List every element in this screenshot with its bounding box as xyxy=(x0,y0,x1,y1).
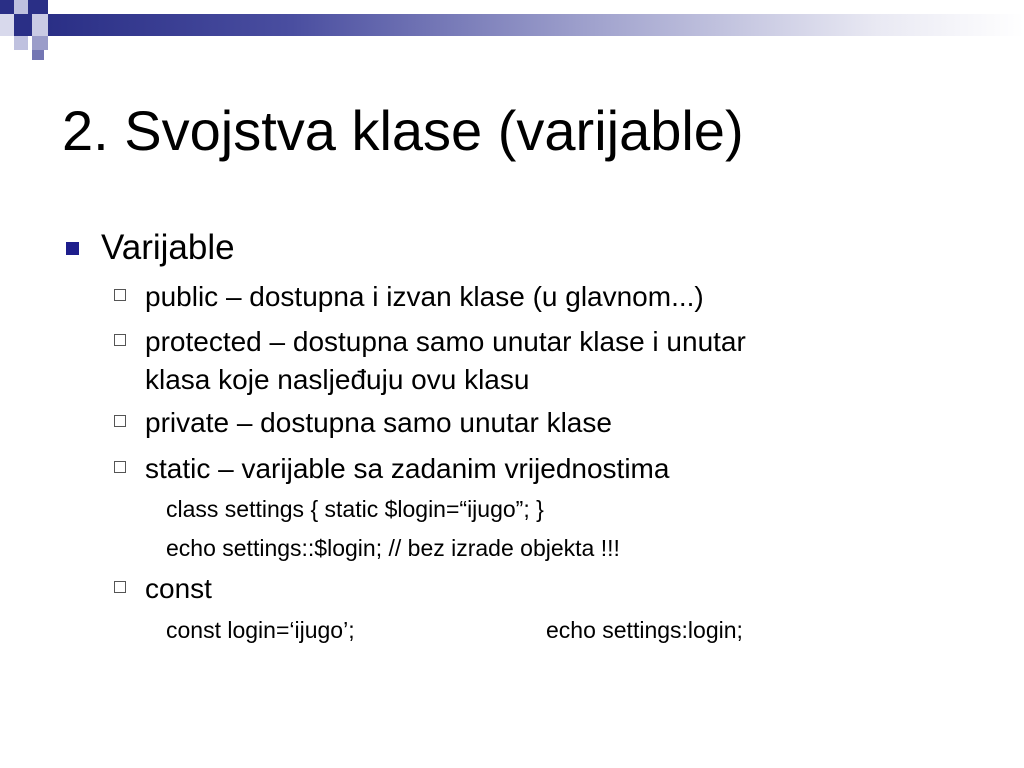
decor-square xyxy=(14,14,32,36)
sub-item-label: static – varijable sa zadanim vrijednostima xyxy=(145,453,670,484)
sub-item-label: protected – dostupna samo unutar klase i unutar xyxy=(145,326,746,357)
hollow-square-bullet-icon xyxy=(114,581,126,593)
decor-square xyxy=(28,0,48,14)
hollow-square-bullet-icon xyxy=(114,415,126,427)
sub-item-label-continued: klasa koje nasljeđuju ovu klasu xyxy=(145,364,530,395)
bullet-label: Varijable xyxy=(101,228,235,267)
decor-square xyxy=(32,50,44,60)
header-decoration xyxy=(0,0,1024,70)
sub-item-label: private – dostupna samo unutar klase xyxy=(145,407,612,438)
decor-square xyxy=(14,36,28,50)
decor-square xyxy=(0,0,14,14)
code-line: echo settings:login; xyxy=(546,617,743,643)
bullet-varijable xyxy=(66,226,235,270)
decor-square xyxy=(32,14,48,36)
code-line: echo settings::$login; // bez izrade objekta !!! xyxy=(166,535,620,561)
square-bullet-icon xyxy=(66,242,79,255)
hollow-square-bullet-icon xyxy=(114,334,126,346)
hollow-square-bullet-icon xyxy=(114,461,126,473)
hollow-square-bullet-icon xyxy=(114,289,126,301)
sub-item-label: public – dostupna i izvan klase (u glavnom...) xyxy=(145,281,704,312)
decor-square xyxy=(0,14,14,36)
code-line: class settings { static $login=“ijugo”; } xyxy=(166,496,544,522)
decor-square xyxy=(14,0,28,14)
decor-square xyxy=(32,36,48,50)
code-line: const login=‘ijugo’; xyxy=(166,617,355,643)
sub-item-label: const xyxy=(145,573,212,604)
slide-title: 2. Svojstva klase (varijable) xyxy=(62,99,744,162)
header-gradient-bar xyxy=(48,14,1024,36)
